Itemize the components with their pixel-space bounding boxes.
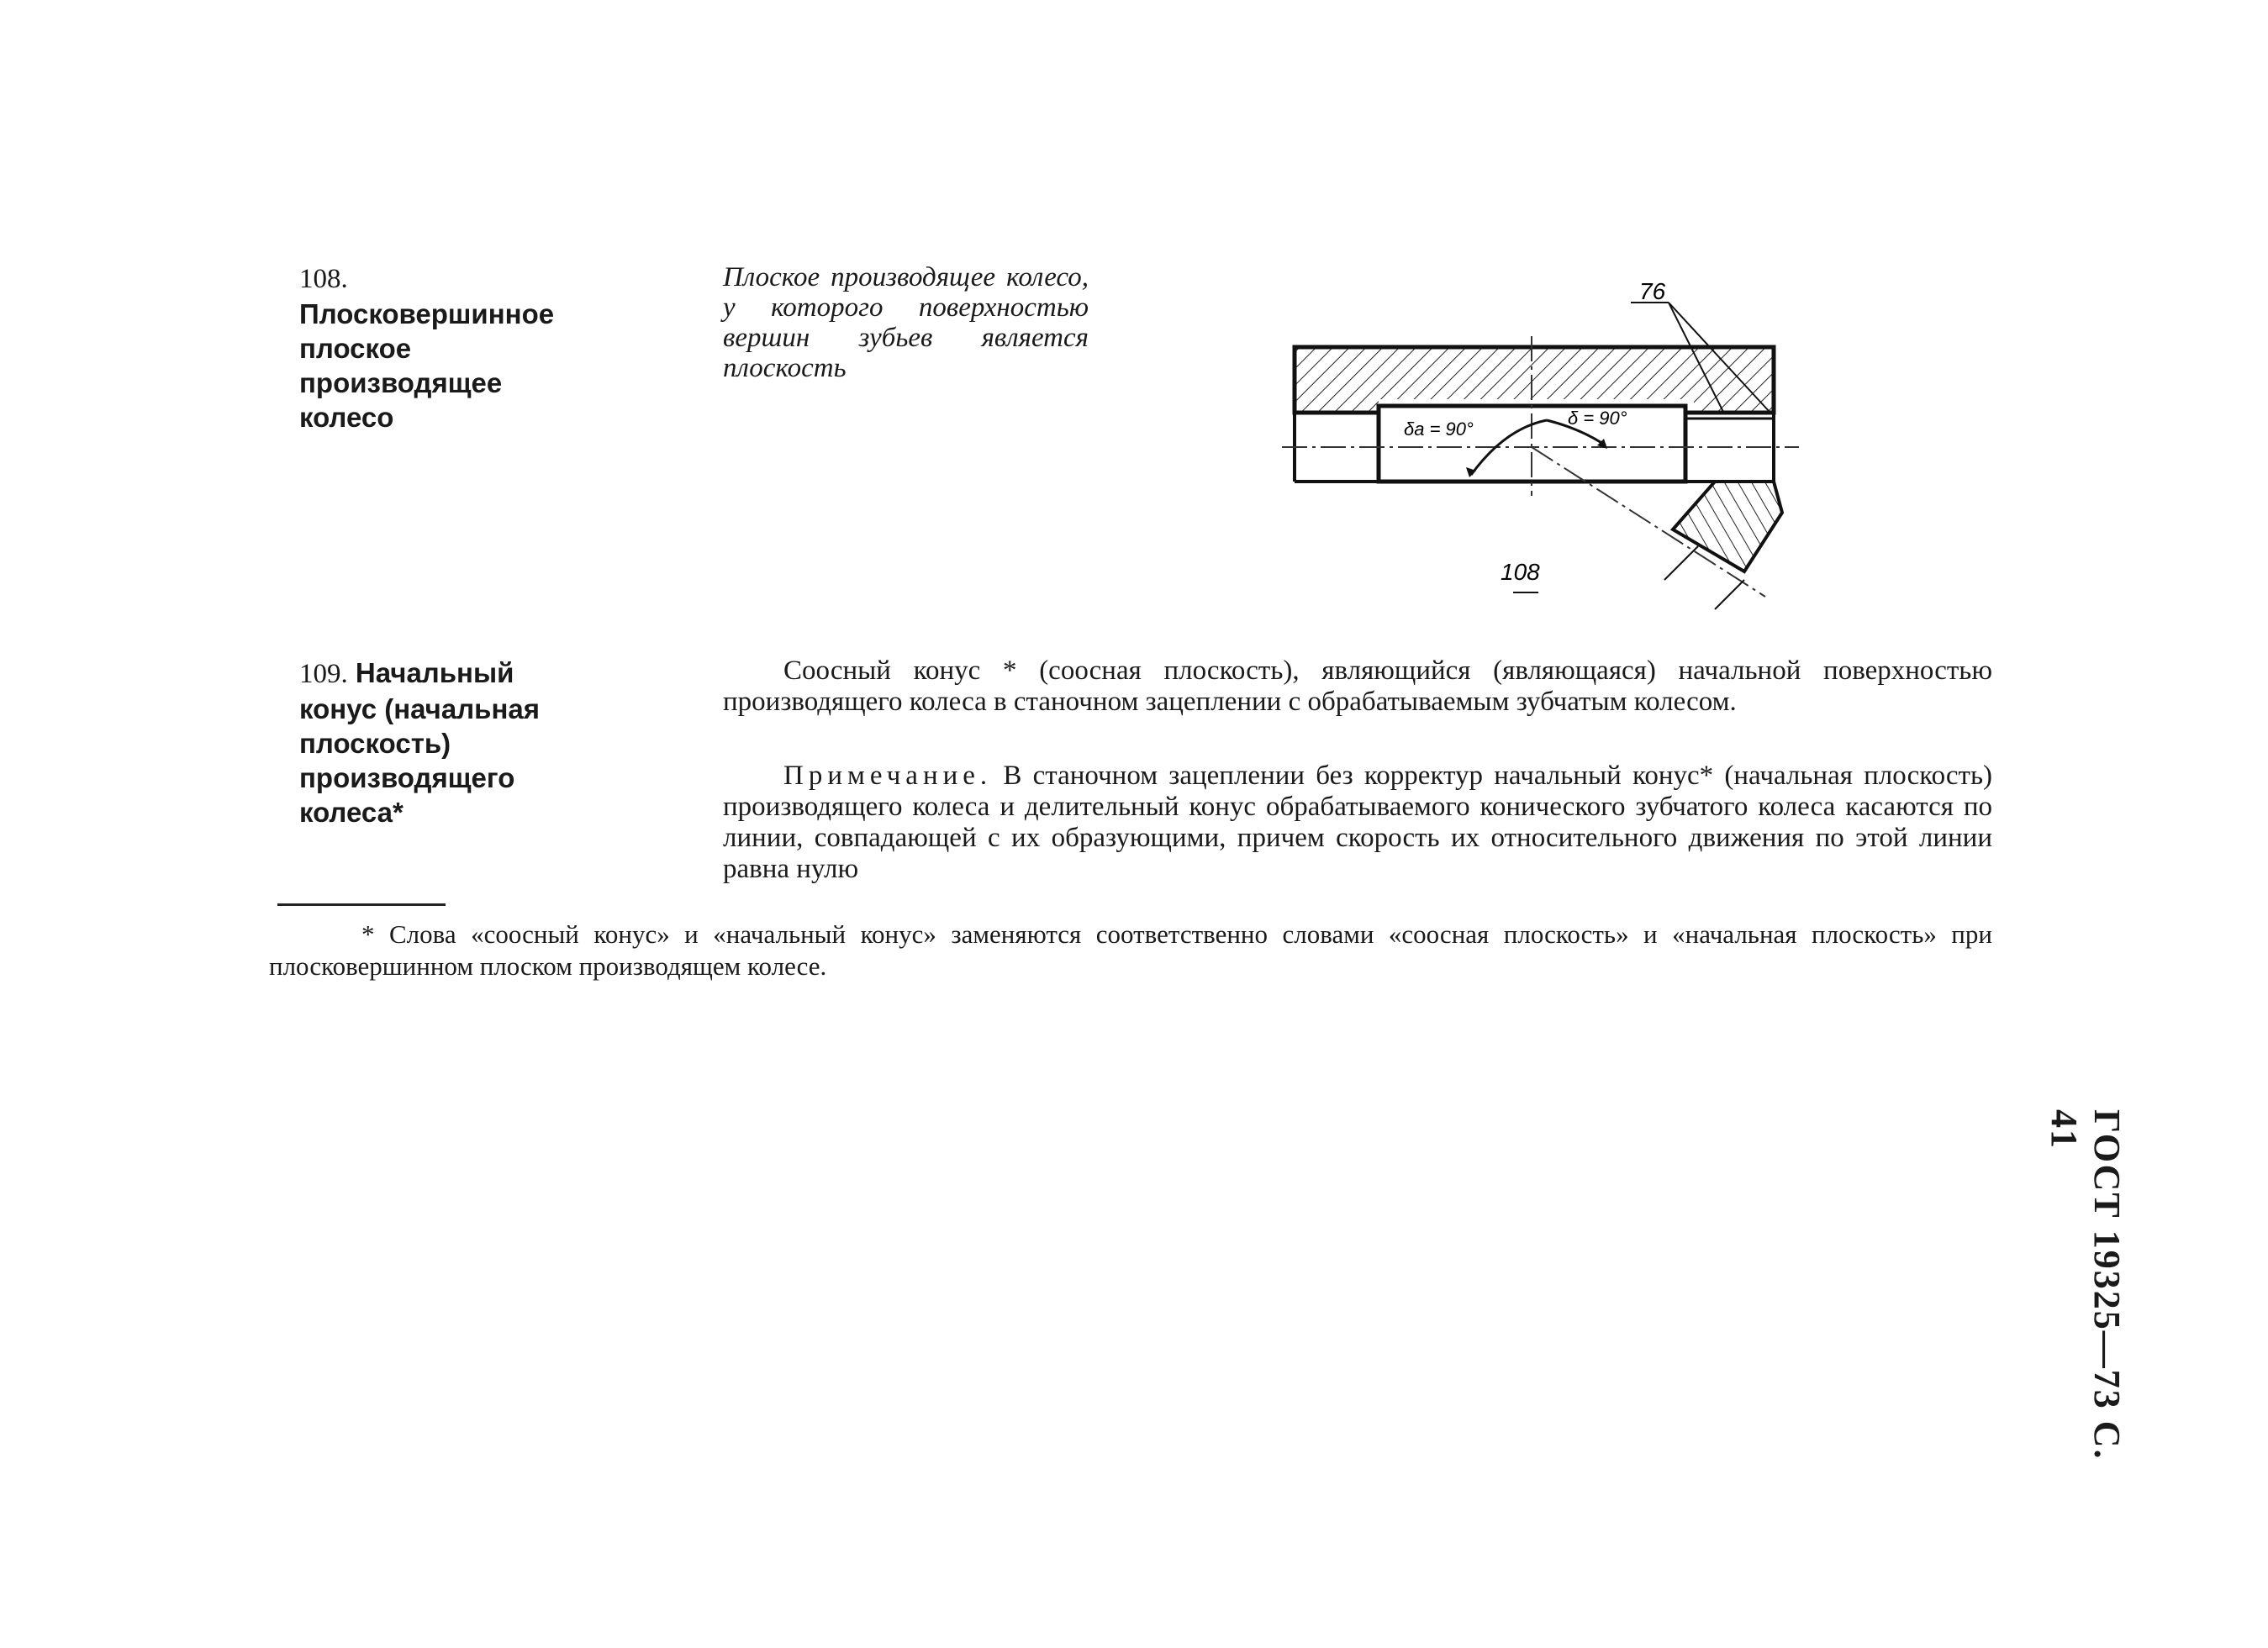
term-108-text: Плосковершинное плоское производящее колесо bbox=[299, 298, 555, 433]
hatched-cone-fragment bbox=[1673, 482, 1782, 571]
term-108 bbox=[299, 261, 577, 434]
term-108-number: 108. bbox=[299, 264, 348, 294]
angle-a-label: δa = 90° bbox=[1404, 419, 1474, 440]
footnote-divider bbox=[277, 903, 446, 906]
label-108: 108 bbox=[1501, 559, 1540, 585]
gear-section-figure bbox=[1261, 269, 1816, 622]
note-text: В станочном зацеплении без корректур начальный конус* (начальная плоскость) производящего колеса и делительный конус обрабатываемого конического зубчатого колеса касаются по линии, совпадающей с их образующими, причем скорость их относительного движения по этой линии равна нулю bbox=[723, 761, 1993, 884]
note-label: Примечание. bbox=[783, 761, 993, 791]
label-76: 76 bbox=[1639, 278, 1666, 304]
term-109 bbox=[299, 656, 585, 829]
term-109-text: Начальный конус (начальная плоскость) производящего колеса* bbox=[299, 657, 540, 828]
definition-109: Соосный конус * (соосная плоскость), являющийся (являющаяся) начальной поверхностью производящего колеса в станочном зацеплении с обрабатываемым зубчатым колесом. bbox=[723, 656, 1992, 717]
footnote: * Слова «соосный конус» и «начальный конус» заменяются соответственно словами «соосная плоскость» и «начальная плоскость» при плосковершинном плоском производящем колесе. bbox=[269, 919, 1992, 981]
term-109-number: 109. bbox=[299, 659, 348, 689]
definition-108: Плоское производящее колесо, у которого поверхностью вершин зубьев является плоскость bbox=[723, 262, 1089, 383]
angle-b-label: δ = 90° bbox=[1568, 408, 1627, 429]
mid-band-outline bbox=[1295, 406, 1774, 482]
side-header: ГОСТ 19325—73 С. 41 bbox=[2044, 1109, 2128, 1461]
note-109 bbox=[723, 761, 1992, 885]
